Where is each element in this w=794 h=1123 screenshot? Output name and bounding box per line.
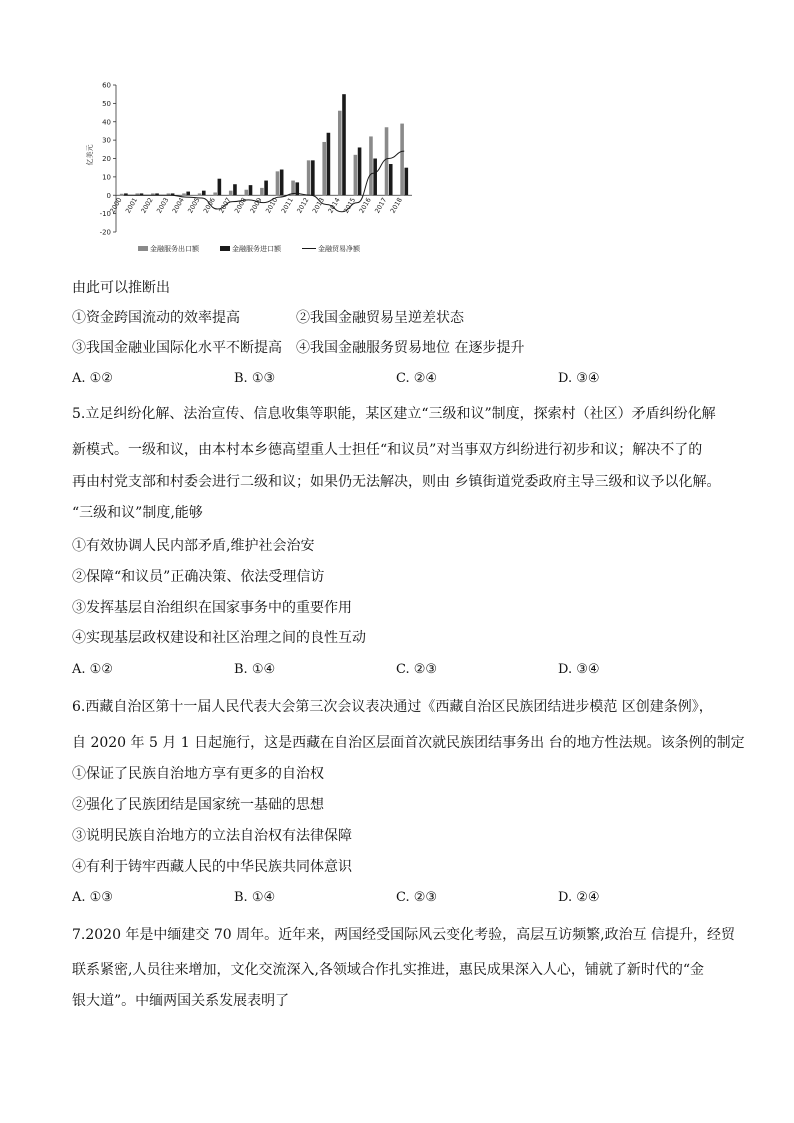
q5-option-a[interactable]: A. ①② [72, 662, 113, 677]
bar-import-2015 [358, 147, 362, 195]
q4-option-a[interactable]: A. ①② [72, 371, 113, 386]
q6-stem-line-2: 自 2020 年 5 月 1 日起施行，这是西藏在自治区层面首次就民族团结事务出 台的地方性法规。该条例的制定 [72, 735, 745, 751]
chart-legend [138, 244, 361, 253]
bar-import-2007 [233, 184, 237, 195]
q4-options [72, 369, 722, 389]
y-tick-label: 20 [102, 155, 111, 163]
q7-stem-line-3: 银大道”。中缅两国关系发展表明了 [72, 993, 290, 1009]
q6-options [72, 888, 722, 908]
y-tick-label: 0 [106, 191, 111, 200]
q5-stem-line-3: 再由村党支部和村委会进行二级和议；如果仍无法解决，则由 乡镇街道党委政府主导三级和议予以化解。 [72, 474, 721, 490]
q4-statement-4: ④我国金融服务贸易地位 在逐步提升 [296, 340, 525, 356]
q5-option-d[interactable]: D. ③④ [558, 662, 600, 677]
q4-option-b[interactable]: B. ①③ [234, 371, 276, 386]
q6-statement-4: ④有利于铸牢西藏人民的中华民族共同体意识 [72, 859, 352, 875]
q6-option-c[interactable]: C. ②③ [396, 890, 438, 905]
bar-import-2016 [373, 159, 377, 196]
y-tick-label: -10 [99, 210, 111, 219]
x-tick-label-2008: 2008 [232, 196, 249, 215]
x-tick-label-2018: 2018 [388, 196, 404, 215]
chart-axes [85, 82, 412, 237]
q6-statement-2: ②强化了民族团结是国家统一基础的思想 [72, 797, 324, 813]
q5-option-c[interactable]: C. ②③ [396, 662, 438, 677]
bar-import-2005 [202, 191, 206, 196]
q6-option-b[interactable]: B. ①④ [234, 890, 276, 905]
q4-statement-1: ①资金跨国流动的效率提高 [72, 310, 240, 326]
q5-statement-2: ②保障“和议员”正确决策、依法受理信访 [72, 569, 325, 585]
x-tick-label-2010: 2010 [264, 196, 280, 215]
y-axis-label: 亿美元 [86, 144, 94, 166]
q5-options [72, 660, 722, 680]
bar-export-2009 [260, 188, 264, 195]
q5-stem-line-2: 新模式。一级和议，由本村本乡德高望重人士担任“和议员”对当事双方纠纷进行初步和议；解决不了的 [72, 442, 703, 458]
bar-import-2013 [327, 133, 331, 195]
bar-export-2017 [385, 127, 389, 195]
y-tick-label: 30 [102, 136, 111, 145]
x-tick-label-2017: 2017 [373, 196, 389, 215]
y-tick-label: -20 [99, 228, 111, 237]
x-tick-label-2007: 2007 [217, 196, 233, 215]
legend-label-2: 金融贸易净额 [318, 245, 360, 253]
bar-export-2015 [354, 155, 358, 195]
bar-export-2010 [276, 171, 280, 195]
bar-import-2014 [342, 94, 346, 195]
legend-swatch-1 [220, 246, 230, 251]
bar-export-2007 [229, 191, 233, 196]
bar-export-2016 [369, 136, 373, 195]
q5-option-b[interactable]: B. ①④ [234, 662, 276, 677]
x-tick-label-2002: 2002 [139, 196, 155, 215]
x-tick-label-2014: 2014 [326, 196, 342, 215]
bar-export-2006 [213, 192, 217, 195]
q7-stem-line-1: 7.2020 年是中缅建交 70 周年。近年来，两国经受国际风云变化考验，高层互访频繁,政治互 信提升，经贸 [72, 927, 736, 943]
q5-stem-line-4: “三级和议”制度,能够 [72, 505, 203, 521]
bar-export-2008 [245, 190, 249, 196]
bar-import-2006 [218, 179, 222, 196]
y-tick-label: 50 [102, 99, 111, 108]
bar-export-2000 [120, 194, 124, 195]
y-tick-label: 40 [102, 118, 111, 127]
bar-import-2012 [311, 160, 315, 195]
x-tick-label-2000: 2000 [108, 196, 124, 215]
q4-statement-2: ②我国金融贸易呈逆差状态 [296, 310, 464, 326]
x-tick-label-2006: 2006 [201, 196, 217, 215]
q5-stem-line-1: 5.立足纠纷化解、法治宣传、信息收集等职能，某区建立“三级和议”制度，探索村（社区）矛盾纠纷化解 [72, 406, 716, 422]
bar-import-2018 [405, 168, 409, 196]
bar-import-2017 [389, 164, 393, 195]
q7-stem-line-2: 联系紧密,人员往来增加，文化交流深入,各领域合作扎实推进，惠民成果深入人心，铺就了新时代的“金 [72, 962, 705, 978]
q6-statement-3: ③说明民族自治地方的立法自治权有法律保障 [72, 828, 352, 844]
legend-label-0: 金融服务出口额 [150, 245, 199, 253]
q6-option-a[interactable]: A. ①③ [72, 890, 113, 905]
bar-export-2012 [307, 160, 311, 195]
chart-bars [120, 94, 408, 195]
q6-statement-1: ①保证了民族自治地方享有更多的自治权 [72, 766, 324, 782]
x-tick-label-2011: 2011 [279, 196, 295, 215]
bar-export-2005 [198, 193, 202, 195]
q4-intro: 由此可以推断出 [72, 280, 170, 296]
q5-statement-4: ④实现基层政权建设和社区治理之间的良性互动 [72, 630, 366, 646]
q4-statement-3: ③我国金融业国际化水平不断提高 [72, 340, 282, 356]
y-tick-label: 10 [102, 173, 111, 182]
bar-import-2004 [186, 192, 190, 196]
financial-services-trade-chart [80, 75, 420, 265]
bar-export-2014 [338, 111, 342, 196]
q6-option-d[interactable]: D. ②④ [558, 890, 600, 905]
legend-swatch-0 [138, 246, 148, 251]
x-tick-label-2003: 2003 [155, 196, 171, 215]
x-tick-label-2013: 2013 [310, 196, 327, 215]
x-tick-label-2012: 2012 [295, 196, 311, 215]
q5-statement-1: ①有效协调人民内部矛盾,维护社会治安 [72, 538, 315, 554]
bar-import-2009 [264, 181, 268, 196]
q4-option-c[interactable]: C. ②④ [396, 371, 438, 386]
x-tick-label-2015: 2015 [342, 196, 358, 215]
x-tick-label-2001: 2001 [123, 196, 140, 215]
bar-export-2018 [400, 124, 404, 196]
x-tick-label-2005: 2005 [186, 196, 202, 215]
y-tick-label: 60 [102, 81, 111, 90]
bar-export-2004 [182, 193, 186, 195]
q6-stem-line-1: 6.西藏自治区第十一届人民代表大会第三次会议表决通过《西藏自治区民族团结进步模范 区创建条例》， [72, 699, 713, 715]
bar-export-2013 [322, 142, 326, 195]
legend-label-1: 金融服务进口额 [232, 245, 281, 253]
x-tick-label-2009: 2009 [248, 196, 264, 215]
x-tick-label-2004: 2004 [170, 196, 186, 215]
q4-option-d[interactable]: D. ③④ [558, 371, 600, 386]
bar-import-2010 [280, 170, 284, 196]
x-tick-label-2016: 2016 [357, 196, 373, 215]
bar-import-2008 [249, 185, 253, 195]
q5-statement-3: ③发挥基层自治组织在国家事务中的重要作用 [72, 600, 352, 616]
